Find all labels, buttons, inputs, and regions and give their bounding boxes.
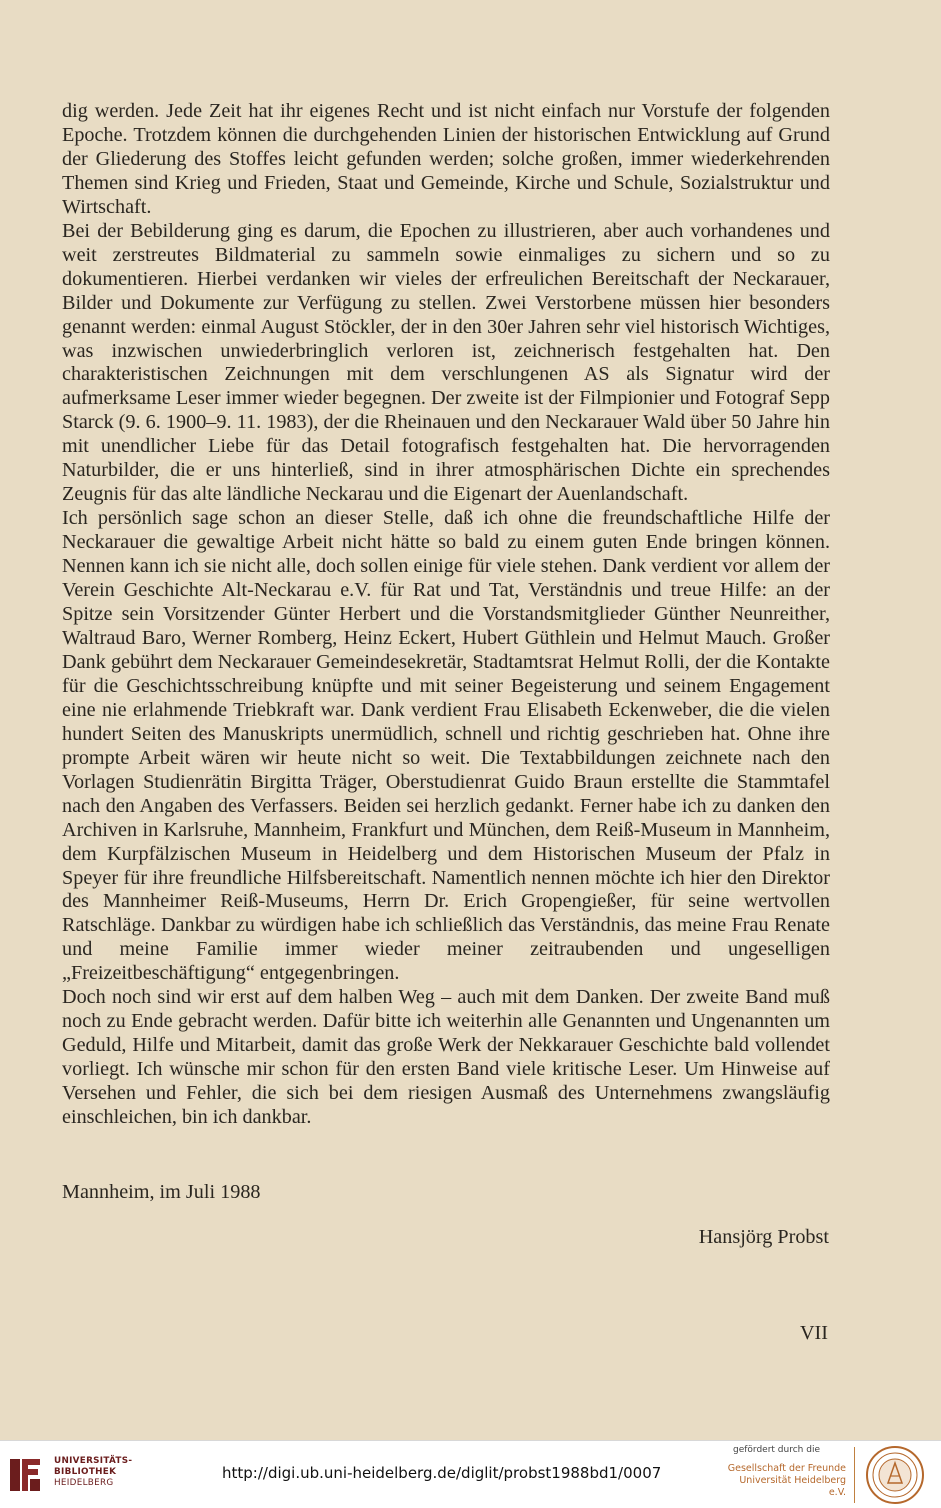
university-seal-icon[interactable]	[864, 1445, 926, 1505]
author-signature: Hansjörg Probst	[698, 1226, 829, 1248]
library-logo-icon[interactable]	[8, 1455, 46, 1495]
library-name[interactable]	[54, 1456, 132, 1489]
paragraph-1: dig werden. Jede Zeit hat ihr eigenes Recht und ist nicht einfach nur Vorstufe der folgenden Epoche. Trotzdem können die durchgehenden Linien der historischen Entwicklung auf Grund der Gliederung des Stoffes leicht gefunden werden; solche großen, immer wiederkehrenden Themen sind Krieg und Frieden, Staat und Gemeinde, Kirche und Schule, Sozialstruktur und Wirtschaft.	[62, 100, 830, 218]
sponsor-name-line1: Gesellschaft der Freunde	[727, 1463, 846, 1474]
sponsor-name-line2: Universität Heidelberg e.V.	[739, 1475, 846, 1498]
paragraph-2: Bei der Bebilderung ging es darum, die Epochen zu illustrieren, aber auch vorhandenes und weit zerstreutes Bildmaterial zu sammeln sowie einmaliges zu sichern und so zu dokumentieren. Hierbei verdanken wir vieles der erfreulichen Bereitschaft der Neckarauer, Bilder und Dokumente zur Verfügung zu stellen. Zwei Verstorbene müssen hier besonders genannt werden: einmal August Stöckler, der in den 30er Jahren sehr viel historisch Wichtiges, was inzwischen unwiederbringlich verloren ist, zeichnerisch festgehalten hat. Den charakteristischen Zeichnungen mit dem verschlungenen AS als Signatur wird der aufmerksame Leser immer wieder begegnen. Der zweite ist der Filmpionier und Fotograf Sepp Starck (9. 6. 1900–9. 11. 1983), der die Rheinauen und den Neckarauer Wald über 50 Jahre hin mit unendlicher Liebe für das Detail fotografisch festgehalten hat. Die hervorragenden Naturbilder, die er uns hinterließ, sind in ihrer atmosphärischen Dichte ein sprechendes Zeugnis für das alte ländliche Neckarau und die Eigenart der Auenlandschaft.	[62, 219, 830, 506]
body-text	[62, 100, 830, 1130]
place-date: Mannheim, im Juli 1988	[62, 1181, 261, 1203]
library-name-line1: UNIVERSITÄTS-	[54, 1456, 133, 1466]
footer-divider	[854, 1447, 855, 1503]
page-number: VII	[799, 1322, 828, 1344]
viewer-footer	[0, 1440, 941, 1508]
paragraph-3: Ich persönlich sage schon an dieser Stelle, daß ich ohne die freundschaftliche Hilfe der Neckarauer die gewaltige Arbeit nicht hätte so bald zu einem guten Ende bringen können. Nennen kann ich sie nicht alle, doch sollen einige für viele stehen. Dank verdient vor allem der Verein Geschichte Alt-Neckarau e.V. für Rat und Tat, Verständnis und treue Hilfe: an der Spitze sein Vorsitzender Günter Herbert und die Vorstandsmitglieder Günther Neunreither, Waltraud Baro, Werner Romberg, Heinz Eckert, Hubert Güthlein und Helmut Mauch. Großer Dank gebührt dem Neckarauer Gemeindesekretär, Stadtamtsrat Helmut Rolli, der die Kontakte für die Geschichtsschreibung knüpfte und mit seiner Begeisterung und seinem Engagement eine nie erlahmende Triebkraft war. Dank verdient Frau Elisabeth Eckenweber, die die vielen hundert Seiten des Manuskripts unermüdlich, schnell und richtig geschrieben hat. Ohne ihre prompte Arbeit wären wir heute nicht so weit. Die Textabbildungen zeichnete nach den Vorlagen Studienrätin Birgitta Träger, Oberstudienrat Guido Braun erstellte die Stammtafel nach den Angaben des Verfassers. Beiden sei herzlich gedankt. Ferner habe ich zu danken den Archiven in Karlsruhe, Mannheim, Frankfurt und München, dem Reiß-Museum in Mannheim, dem Kurpfälzischen Museum in Heidelberg und dem Historischen Museum der Pfalz in Speyer für ihre freundliche Hilfsbereitschaft. Namentlich nennen möchte ich hier den Direktor des Mannheimer Reiß-Museums, Herrn Dr. Erich Gropengießer, für seine wertvollen Ratschläge. Dankbar zu würdigen habe ich schließlich das Verständnis, das meine Frau Renate und meine Familie immer wieder meiner zeitraubenden und ungeselligen „Freizeitbeschäftigung“ entgegenbringen.	[62, 507, 830, 985]
library-name-line2: BIBLIOTHEK	[54, 1467, 117, 1477]
funded-by-label: gefördert durch die	[733, 1445, 820, 1455]
paragraph-4: Doch noch sind wir erst auf dem halben Weg – auch mit dem Danken. Der zweite Band muß noch zu Ende gebracht werden. Dafür bitte ich weiterhin alle Genannten und Ungenannten um Geduld, Hilfe und Mitarbeit, damit das große Werk der Nekkarauer Geschichte bald vollendet vorliegt. Ich wünsche mir schon für den ersten Band viele kritische Leser. Um Hinweise auf Versehen und Fehler, die sich bei dem riesigen Ausmaß des Unternehmens zwangsläufig einschleichen, bin ich dankbar.	[62, 986, 830, 1129]
library-name-line3: HEIDELBERG	[54, 1478, 114, 1488]
permalink-url[interactable]: http://digi.ub.uni-heidelberg.de/diglit/probst1988bd1/0007	[222, 1464, 662, 1482]
sponsor-name[interactable]	[724, 1463, 846, 1499]
